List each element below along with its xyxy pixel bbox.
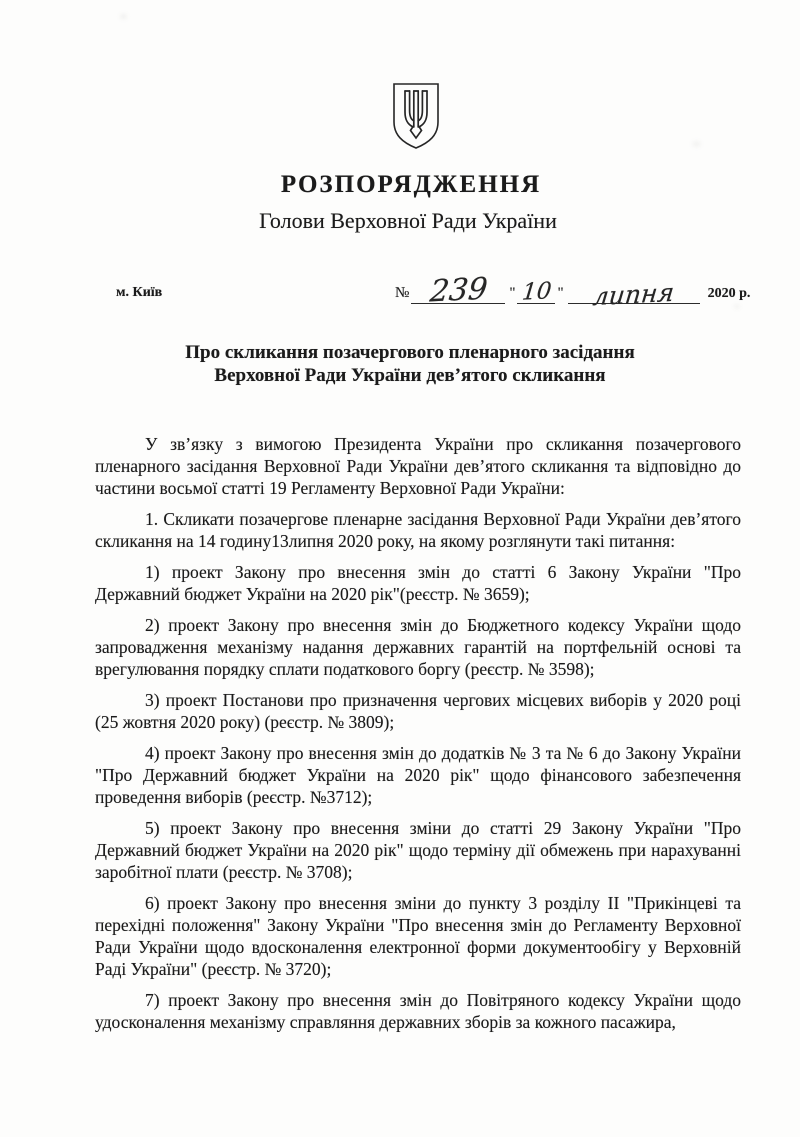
body-paragraph: 3) проект Постанови про призначення чергових місцевих виборів у 2020 році (25 жовтня 2020 року) (реєстр. № 3809); — [95, 690, 741, 732]
subject-title — [0, 341, 800, 387]
document-number-field — [411, 271, 505, 310]
subject-line-2: Верховної Ради України дев’ятого скликання — [214, 365, 606, 386]
handwritten-number: 239 — [427, 271, 489, 310]
day-field — [517, 272, 555, 304]
body-paragraph: 4) проект Закону про внесення змін до додатків № 3 та № 6 до Закону України "Про Державний бюджет України на 2020 рік" щодо фінансового забезпечення проведення виборів (реєстр. №3712); — [95, 743, 741, 807]
year-label: 2020 р. — [707, 286, 751, 301]
place-label: м. Київ — [116, 285, 163, 300]
scan-speck — [734, 304, 740, 309]
handwritten-day: 10 — [520, 278, 553, 306]
body-paragraph: У зв’язку з вимогою Президента України про скликання позачергового пленарного засідання Верховної Ради України дев’ятого скликання та відповідно до частини восьмої статті 19 Регламенту Верховної Ради України: — [95, 434, 741, 498]
number-sign: № — [395, 285, 410, 301]
body-paragraph: 1. Скликати позачергове пленарне засідання Верховної Ради України дев’ятого скликання на 14 годину13липня 2020 року, на якому розглянути такі питання: — [95, 509, 741, 551]
body-paragraph: 7) проект Закону про внесення змін до Повітряного кодексу України щодо удосконалення механізму справляння державних зборів за кожного пасажира, — [95, 990, 741, 1032]
close-quote-mark: " — [557, 285, 564, 301]
body-paragraph: 2) проект Закону про внесення змін до Бюджетного кодексу України щодо запровадження механізму надання державних гарантій на портфельній основі та врегулювання порядку сплати податкового боргу (реєстр. № 3598); — [95, 615, 741, 679]
body-paragraph: 1) проект Закону про внесення змін до статті 6 Закону України "Про Державний бюджет України на 2020 рік"(реєстр. № 3659); — [95, 562, 741, 604]
ukraine-trident-emblem-icon — [391, 82, 441, 150]
scan-speck — [692, 141, 701, 147]
document-body — [95, 433, 741, 1033]
scan-speck — [120, 14, 127, 19]
dateline — [0, 270, 800, 312]
handwritten-month: липня — [591, 277, 676, 312]
body-paragraph: 5) проект Закону про внесення зміни до статті 29 Закону України "Про Державний бюджет України на 2020 рік" щодо терміну дії обмежень при нарахуванні заробітної плати (реєстр. № 3708); — [95, 818, 741, 882]
open-quote-mark: " — [509, 285, 516, 301]
month-field — [568, 272, 700, 312]
subject-line-1: Про скликання позачергового пленарного засідання — [185, 342, 635, 363]
document-type-title: РОЗПОРЯДЖЕННЯ — [280, 171, 542, 198]
number-and-date — [395, 271, 751, 312]
issuer-subtitle: Голови Верховної Ради України — [259, 208, 557, 233]
body-paragraph: 6) проект Закону про внесення зміни до пункту 3 розділу II "Прикінцеві та перехідні положення" Закону України "Про внесення змін до Регламенту Верховної Ради України щодо вдосконалення електронної форми документообігу у Верховній Раді України" (реєстр. № 3720); — [95, 893, 741, 979]
